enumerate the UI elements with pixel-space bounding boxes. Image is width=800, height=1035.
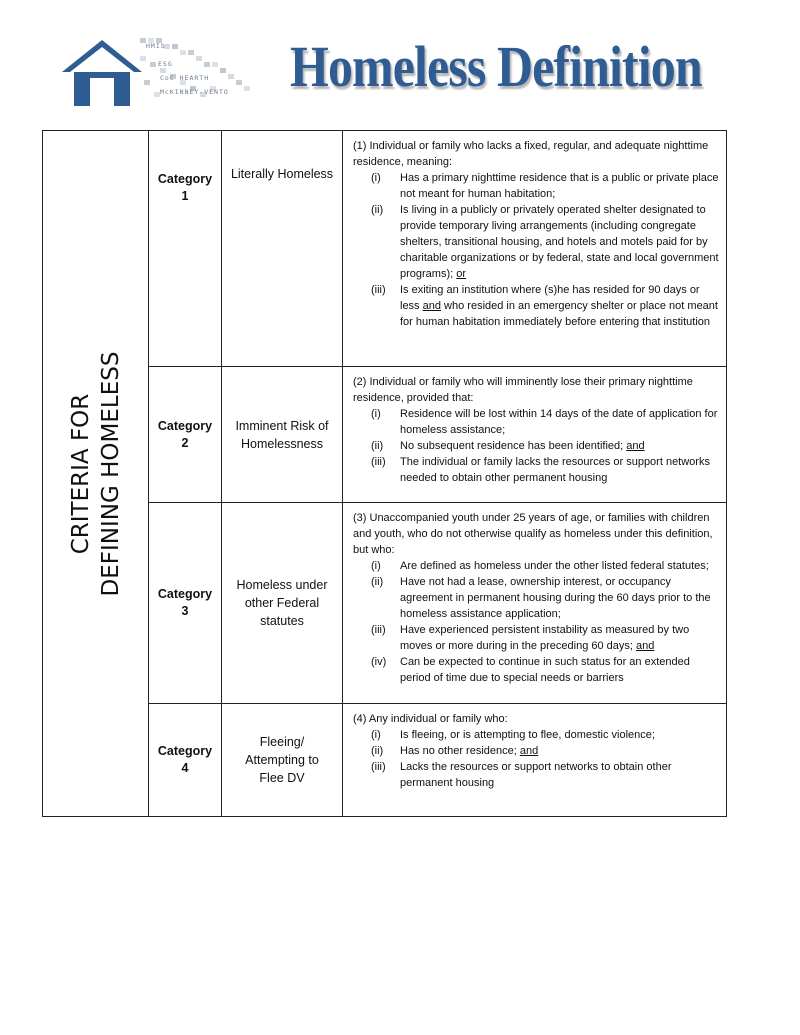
category-name-cell	[222, 704, 343, 816]
list-item: (i) Has a primary nighttime residence that is a public or private place not meant for human habitation;	[371, 172, 719, 200]
list-item: (ii) Have not had a lease, ownership interest, or occupancy agreement in permanent housing during the 60 days prior to the homeless assistance application;	[371, 576, 711, 620]
category-name-cell	[222, 503, 343, 703]
logo-line-1: HMIS	[146, 42, 166, 50]
logo-line-4: McKINNEY-VENTO	[160, 88, 229, 96]
list-item: (iv) Can be expected to continue in such status for an extended period of time due to special needs or barriers	[371, 656, 690, 684]
category-cell	[149, 503, 222, 703]
category-word: Category	[157, 744, 213, 758]
table-row	[149, 704, 727, 816]
category-number: 4	[181, 761, 189, 775]
logo-line-3: CoC HEARTH	[160, 74, 210, 82]
description-intro: (4) Any individual or family who:	[353, 713, 508, 725]
category-name: Literally Homeless	[230, 167, 334, 181]
list-item: (iii) The individual or family lacks the resources or support networks needed to obtain other permanent housing	[371, 456, 710, 484]
category-name: Imminent Risk of Homelessness	[235, 418, 329, 451]
list-item: (ii) Has no other residence; and	[371, 745, 539, 757]
list-item: (ii) Is living in a publicly or privately operated shelter designated to provide temporary living arrangements (including congregate shelters, transitional housing, and hotels and motels paid for by charitable organizations or by federal, state and local government programs); or	[371, 204, 719, 280]
category-name: Fleeing/ Attempting to Flee DV	[245, 735, 319, 785]
category-word: Category	[157, 418, 213, 433]
side-label-line-2: DEFINING HOMELESS	[98, 351, 124, 597]
table-row	[149, 131, 727, 367]
table-row	[149, 367, 727, 503]
criteria-table	[42, 130, 727, 817]
list-item: (ii) No subsequent residence has been identified; and	[371, 440, 645, 452]
category-description	[343, 503, 727, 703]
list-item: (i) Is fleeing, or is attempting to flee, domestic violence;	[371, 729, 655, 741]
category-cell	[149, 704, 222, 816]
list-item: (iii) Have experienced persistent instability as measured by two moves or more during in the preceding 60 days; and	[371, 624, 690, 652]
category-number: 1	[181, 189, 189, 203]
category-word: Category	[157, 587, 213, 601]
list-item: (i) Residence will be lost within 14 days of the date of application for homeless assistance;	[371, 408, 718, 436]
side-label-line-1: CRITERIA FOR	[68, 393, 94, 555]
category-word: Category	[157, 172, 213, 186]
description-intro: (3) Unaccompanied youth under 25 years of age, or families with children and youth, who do not otherwise qualify as homeless under this definition, but who:	[353, 512, 713, 556]
category-cell	[149, 131, 222, 366]
side-label	[66, 352, 126, 597]
table-row	[149, 503, 727, 704]
logo-line-2: ESG	[158, 60, 173, 68]
description-intro: (1) Individual or family who lacks a fixed, regular, and adequate nighttime residence, meaning:	[353, 140, 709, 168]
category-name-cell	[222, 131, 343, 366]
side-label-cell	[43, 131, 149, 816]
list-item: (i) Are defined as homeless under the other listed federal statutes;	[371, 560, 709, 572]
category-number: 2	[181, 435, 189, 450]
category-description	[343, 131, 727, 366]
description-intro: (2) Individual or family who will imminently lose their primary nighttime residence, provided that:	[353, 376, 693, 404]
category-description	[343, 704, 727, 816]
house-logo-icon	[60, 32, 260, 108]
list-item: (iii) Lacks the resources or support networks to obtain other permanent housing	[371, 761, 672, 789]
list-item: (iii) Is exiting an institution where (s)he has resided for 90 days or less and who resided in an emergency shelter or place not meant for human habitation immediately before entering that institution	[371, 284, 718, 328]
category-name-cell	[222, 367, 343, 502]
category-number: 3	[181, 604, 189, 618]
category-description	[343, 367, 727, 502]
page-title: Homeless Definition	[290, 34, 702, 99]
page-header	[0, 0, 800, 120]
category-cell	[149, 367, 222, 502]
category-name: Homeless under other Federal statutes	[236, 578, 328, 628]
